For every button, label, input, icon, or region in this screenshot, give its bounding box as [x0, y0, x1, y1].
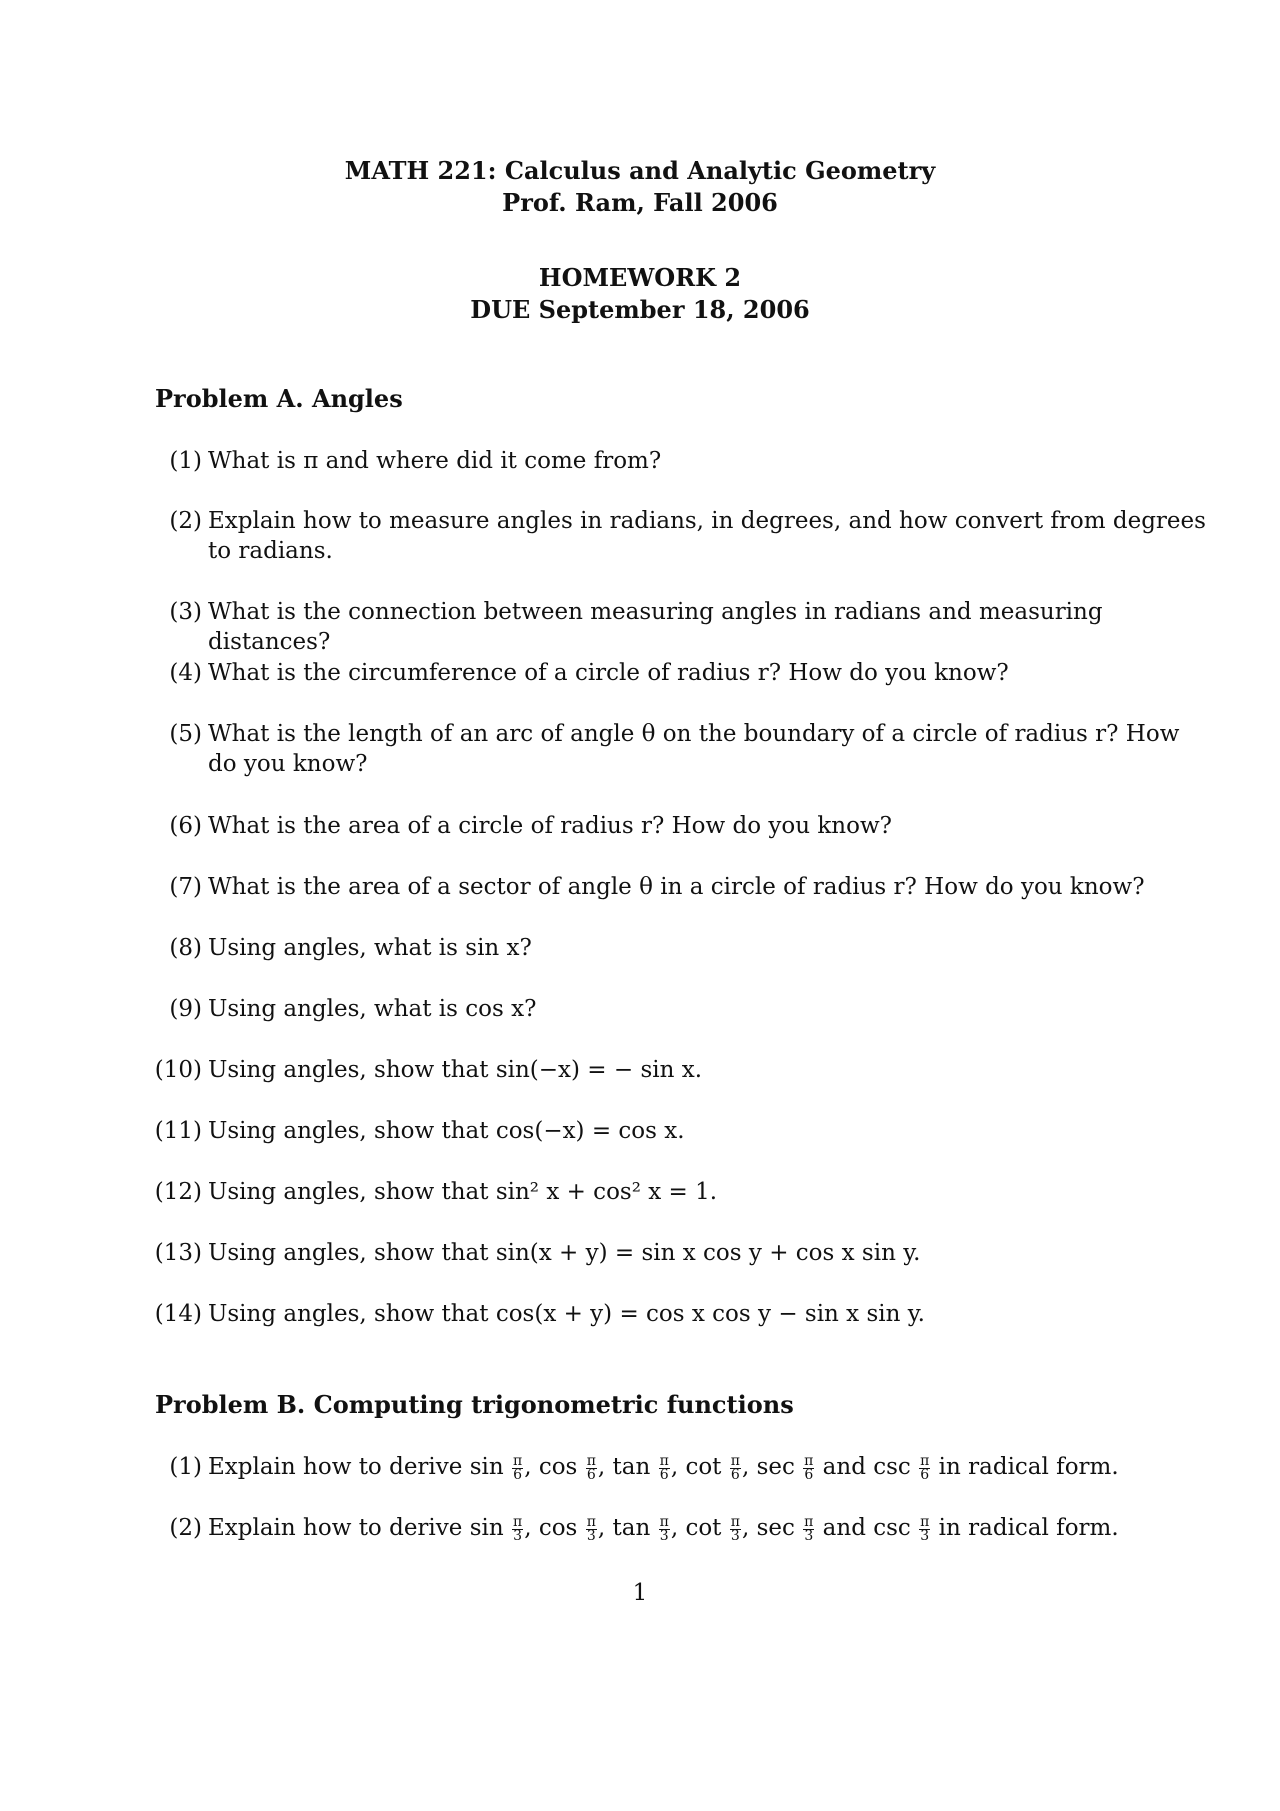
item-number: (7) — [169, 874, 202, 900]
item-text: What is the area of a sector of angle θ in a circle of radius r? How do you know? — [208, 874, 1145, 900]
item-text: What is the connection between measuring angles in radians and measuring distances? — [208, 599, 1103, 655]
pi-over-six-fraction: $\frac{\pi}{6}$ — [513, 1452, 523, 1483]
pi-over-six-fraction: $\frac{\pi}{6}$ — [659, 1452, 669, 1483]
item-text: Using angles, what is sin x? — [208, 935, 532, 961]
item-number: (3) — [169, 599, 202, 625]
item-text: Using angles, show that sin(x + y) = sin x cos y + cos x sin y. — [208, 1240, 921, 1266]
item-number: (8) — [169, 935, 202, 961]
pi-over-three-fraction: $\frac{\pi}{3}$ — [659, 1513, 669, 1544]
item-number: (1) — [169, 448, 202, 474]
item-number: (9) — [169, 996, 202, 1022]
item-number: (11) — [154, 1118, 202, 1144]
pi-over-three-fraction: $\frac{\pi}{3}$ — [513, 1513, 523, 1544]
item-text: What is the circumference of a circle of radius r? How do you know? — [208, 660, 1009, 686]
item-number: (4) — [169, 660, 202, 686]
homework-title: HOMEWORK 2 — [538, 263, 742, 292]
item-text: Using angles, show that sin² x + cos² x = 1. — [208, 1179, 718, 1205]
item-number: (14) — [154, 1301, 202, 1327]
pi-over-three-fraction: $\frac{\pi}{3}$ — [586, 1513, 596, 1544]
item-number: (2) — [169, 1515, 202, 1541]
item-text: Explain how to derive sin $\frac{\pi}{6}$ , cos $\frac{\pi}{6}$ , tan $\frac{\pi}{6}$ , cot $\frac{\pi}{6}$ , sec $\frac{\pi}{6}$ and csc $\frac{\pi}{6}$ in radical form. — [208, 1452, 1119, 1483]
problem-b-title: Problem B. Computing trigonometric functions — [155, 1390, 794, 1419]
item-number: (6) — [169, 813, 202, 839]
pi-over-six-fraction: $\frac{\pi}{6}$ — [920, 1452, 930, 1483]
item-text: What is π and where did it come from? — [208, 448, 662, 474]
pi-over-three-fraction: $\frac{\pi}{3}$ — [920, 1513, 930, 1544]
item-text: Using angles, show that cos(−x) = cos x. — [208, 1118, 685, 1144]
pi-over-three-fraction: $\frac{\pi}{3}$ — [730, 1513, 740, 1544]
pi-over-six-fraction: $\frac{\pi}{6}$ — [804, 1452, 814, 1483]
course-title: MATH 221: Calculus and Analytic Geometry — [344, 156, 936, 185]
item-number: (12) — [154, 1179, 202, 1205]
item-number: (2) — [169, 508, 202, 534]
pi-over-six-fraction: $\frac{\pi}{6}$ — [730, 1452, 740, 1483]
page-number: 1 — [632, 1580, 648, 1606]
item-text: Explain how to measure angles in radians, in degrees, and how convert from degrees to radians. — [208, 508, 1206, 564]
problem-a-title: Problem A. Angles — [155, 384, 403, 413]
pi-over-three-fraction: $\frac{\pi}{3}$ — [804, 1513, 814, 1544]
item-number: (1) — [169, 1454, 202, 1480]
item-number: (13) — [154, 1240, 202, 1266]
due-date: DUE September 18, 2006 — [470, 295, 810, 324]
item-text: Explain how to derive sin $\frac{\pi}{3}$ , cos $\frac{\pi}{3}$ , tan $\frac{\pi}{3}$ , cot $\frac{\pi}{3}$ , sec $\frac{\pi}{3}$ and csc $\frac{\pi}{3}$ in radical form. — [208, 1513, 1119, 1544]
item-text: What is the area of a circle of radius r? How do you know? — [208, 813, 892, 839]
item-text: Using angles, what is cos x? — [208, 996, 537, 1022]
item-number: (5) — [169, 721, 202, 747]
instructor-line: Prof. Ram, Fall 2006 — [502, 188, 778, 217]
item-number: (10) — [154, 1057, 202, 1083]
pi-over-six-fraction: $\frac{\pi}{6}$ — [586, 1452, 596, 1483]
item-text: Using angles, show that sin(−x) = − sin x. — [208, 1057, 703, 1083]
item-text: Using angles, show that cos(x + y) = cos x cos y − sin x sin y. — [208, 1301, 925, 1327]
item-text: What is the length of an arc of angle θ on the boundary of a circle of radius r? How do you know? — [208, 721, 1180, 777]
